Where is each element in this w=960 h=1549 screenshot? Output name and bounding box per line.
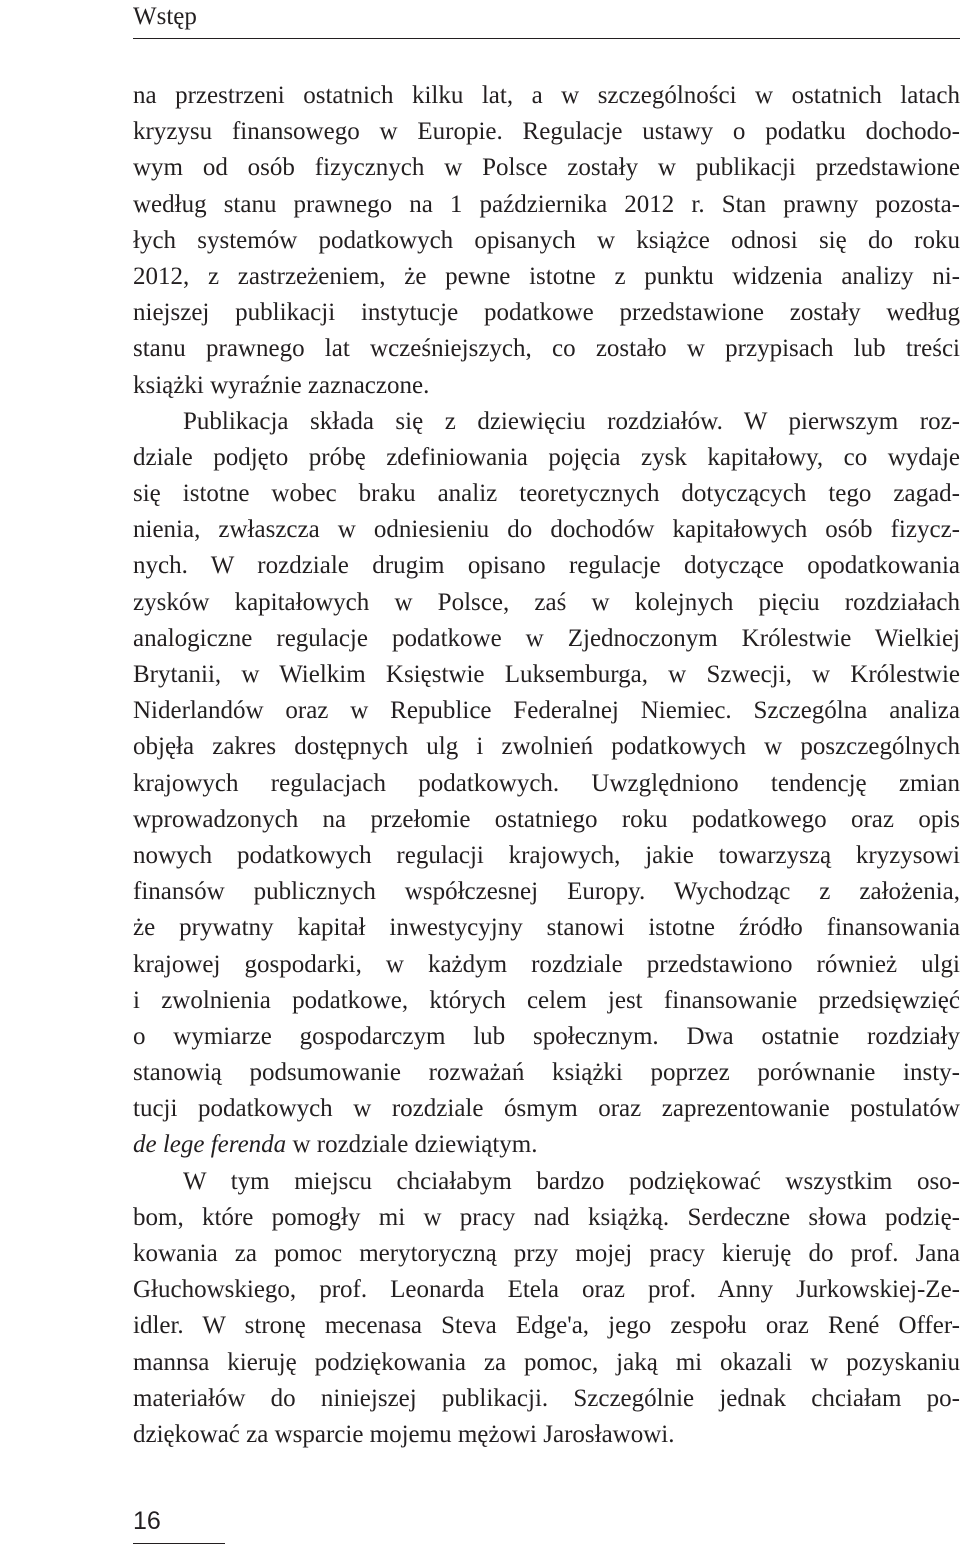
text-line: idler. W stronę mecenasa Steva Edge'a, jego zespołu oraz René Offer-: [133, 1312, 960, 1340]
footer-rule: [133, 1543, 225, 1544]
text-line: o wymiarze gospodarczym lub społecznym. Dwa ostatnie rozdziały: [133, 1022, 960, 1050]
text-line: materiałów do niniejszej publikacji. Szczególnie jednak chciałam po-: [133, 1384, 960, 1412]
text-line: nowych podatkowych regulacji krajowych, jakie towarzyszą kryzysowi: [133, 841, 960, 869]
running-head: Wstęp: [133, 3, 197, 30]
text-line: nych. W rozdziale drugim opisano regulacje dotyczące opodatkowania: [133, 552, 960, 580]
text-line: wym od osób fizycznych w Polsce zostały w publikacji przedstawione: [133, 154, 960, 182]
text-line: książki wyraźnie zaznaczone.: [133, 371, 430, 399]
text-line: 2012, z zastrzeżeniem, że pewne istotne z punktu widzenia analizy ni-: [133, 262, 960, 290]
text-line: bom, które pomogły mi w pracy nad książką. Serdeczne słowa podzię-: [133, 1203, 960, 1231]
text-line: na przestrzeni ostatnich kilku lat, a w szczególności w ostatnich latach: [133, 82, 960, 109]
text-line: krajowej gospodarki, w każdym rozdziale przedstawiono również ulgi: [133, 950, 960, 978]
text-line: [133, 1127, 960, 1163]
text-line-rest: w rozdziale dziewiątym.: [286, 1131, 538, 1159]
text-line: W tym miejscu chciałabym bardzo podziękować wszystkim oso-: [183, 1167, 960, 1195]
text-line: wprowadzonych na przełomie ostatniego roku podatkowego oraz opis: [133, 805, 960, 833]
text-line: kryzysu finansowego w Europie. Regulacje ustawy o podatku dochodo-: [133, 118, 960, 146]
text-line: stanu prawnego lat wcześniejszych, co zostało w przypisach lub treści: [133, 335, 960, 363]
text-line: Publikacja składa się z dziewięciu rozdziałów. W pierwszym roz-: [183, 407, 960, 435]
text-line: kowania za pomoc merytoryczną przy mojej pracy kieruję do prof. Jana: [133, 1240, 960, 1267]
text-line: nienia, zwłaszcza w odniesieniu do dochodów kapitałowych osób fizycz-: [133, 516, 960, 544]
text-line: i zwolnienia podatkowe, których celem jest finansowanie przedsięwzięć: [133, 986, 960, 1014]
text-line: zysków kapitałowych w Polsce, zaś w kolejnych pięciu rozdziałach: [133, 588, 960, 616]
text-line: Brytanii, w Wielkim Księstwie Luksemburga, w Szwecji, w Królestwie: [133, 661, 960, 688]
text-line: stanowią podsumowanie rozważań książki poprzez porównanie insty-: [133, 1059, 960, 1087]
text-line: Niderlandów oraz w Republice Federalnej Niemiec. Szczególna analiza: [133, 697, 960, 725]
text-line: dziękować za wsparcie mojemu mężowi Jarosławowi.: [133, 1420, 675, 1448]
text-line: łych systemów podatkowych opisanych w książce odnosi się do roku: [133, 226, 960, 254]
page-number: 16: [133, 1507, 161, 1535]
main-text: [133, 78, 960, 1453]
text-line: krajowych regulacjach podatkowych. Uwzględniono tendencję zmian: [133, 769, 960, 797]
italic-phrase: de lege ferenda: [133, 1131, 287, 1159]
text-line: mannsa kieruję podziękowania za pomoc, jaką mi okazali w pozyskaniu: [133, 1348, 960, 1376]
text-line: według stanu prawnego na 1 października 2012 r. Stan prawny pozosta-: [133, 190, 960, 218]
text-line: że prywatny kapitał inwestycyjny stanowi istotne źródło finansowania: [133, 914, 960, 942]
text-line: niejszej publikacji instytucje podatkowe przedstawione zostały według: [133, 299, 960, 327]
text-line: objęła zakres dostępnych ulg i zwolnień podatkowych w poszczególnych: [133, 733, 960, 761]
text-line: analogiczne regulacje podatkowe w Zjednoczonym Królestwie Wielkiej: [133, 624, 960, 652]
text-line: tucji podatkowych w rozdziale ósmym oraz zaprezentowanie postulatów: [133, 1095, 960, 1123]
text-line: się istotne wobec braku analiz teoretycznych dotyczących tego zagad-: [133, 480, 960, 508]
text-line: finansów publicznych współczesnej Europy. Wychodząc z założenia,: [133, 878, 960, 906]
text-line: dziale podjęto próbę zdefiniowania pojęcia zysk kapitałowy, co wydaje: [133, 443, 960, 471]
text-line: Głuchowskiego, prof. Leonarda Etela oraz prof. Anny Jurkowskiej-Ze-: [133, 1276, 960, 1304]
header-rule: [133, 38, 960, 39]
